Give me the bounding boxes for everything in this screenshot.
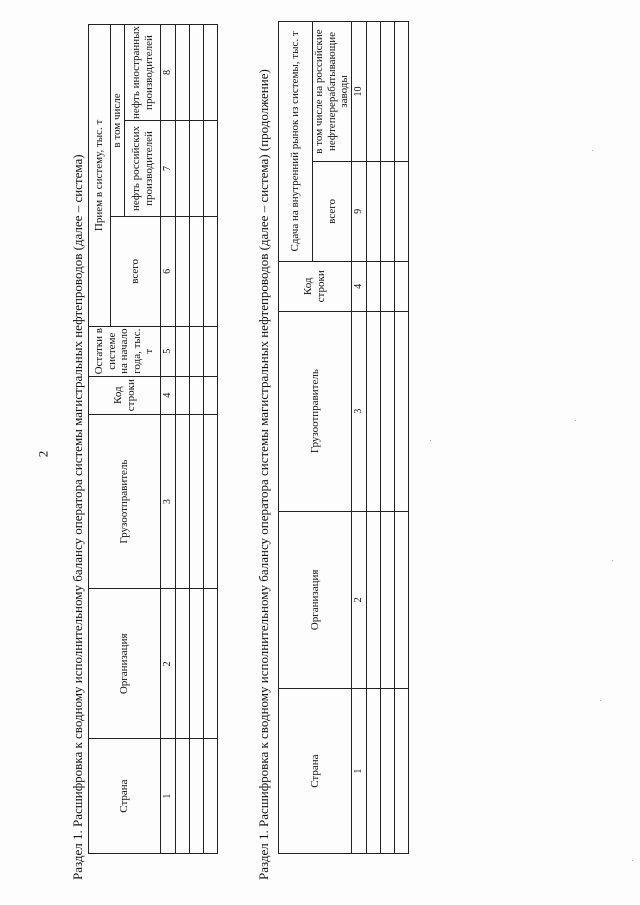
- section1-caption: Раздел 1. Расшифровка к сводному исполнительному балансу оператора системы магистральных нефтепроводов (далее – система): [70, 154, 85, 880]
- col-domestic-total: всего: [313, 162, 352, 262]
- rotated-content: [20, 20, 640, 880]
- col-including: в том числе: [111, 25, 125, 217]
- num-cell: 2: [351, 511, 366, 689]
- table-row: [366, 22, 380, 854]
- scan-speck: [430, 440, 431, 441]
- table-row: [190, 25, 204, 854]
- col-foreign-oil: нефть иностранных производителей: [125, 25, 161, 121]
- section1-table: [88, 24, 218, 854]
- col-line-code: Код строки: [279, 261, 352, 311]
- scan-speck: [592, 150, 593, 151]
- table-row: [394, 22, 408, 854]
- col-russian-oil: нефть российских производителей: [125, 121, 161, 217]
- scan-speck: [600, 700, 601, 701]
- col-refineries: в том числе на российские нефтеперерабатывающие заводы: [313, 22, 352, 162]
- num-cell: 9: [351, 162, 366, 262]
- num-cell: 3: [161, 414, 176, 589]
- page-number: 2: [35, 450, 51, 458]
- num-cell: 8: [161, 25, 176, 121]
- col-domestic: Сдача на внутренний рынок из системы, тыс. т: [279, 22, 313, 262]
- num-cell: 1: [351, 689, 366, 854]
- scan-speck: [575, 420, 576, 421]
- num-cell: 10: [351, 22, 366, 162]
- section2-table: [278, 21, 409, 854]
- col-intake-total: всего: [111, 216, 161, 326]
- col-line-code: Код строки: [89, 376, 161, 414]
- col-organization: Организация: [89, 589, 161, 739]
- col-shipper: Грузоотправитель: [89, 414, 161, 589]
- num-cell: 1: [161, 739, 176, 854]
- section2-caption: Раздел 1. Расшифровка к сводному исполнительному балансу оператора системы магистральных нефтепроводов (далее – система) (продолжение): [256, 69, 271, 880]
- col-organization: Организация: [279, 511, 352, 689]
- scan-speck: [632, 860, 633, 861]
- col-shipper: Грузоотправитель: [279, 311, 352, 511]
- table-row: [380, 22, 394, 854]
- col-country: Страна: [279, 689, 352, 854]
- num-cell: 6: [161, 216, 176, 326]
- num-cell: 4: [351, 261, 366, 311]
- table-row: [204, 25, 218, 854]
- col-country: Страна: [89, 739, 161, 854]
- num-cell: 3: [351, 311, 366, 511]
- num-cell: 4: [161, 376, 176, 414]
- table-row: [176, 25, 190, 854]
- col-balance-start: Остатки в системе на начало года, тыс. т: [89, 326, 161, 376]
- col-intake: Прием в систему, тыс. т: [89, 25, 111, 327]
- scan-speck: [612, 560, 613, 561]
- num-cell: 7: [161, 121, 176, 217]
- num-cell: 5: [161, 326, 176, 376]
- num-cell: 2: [161, 589, 176, 739]
